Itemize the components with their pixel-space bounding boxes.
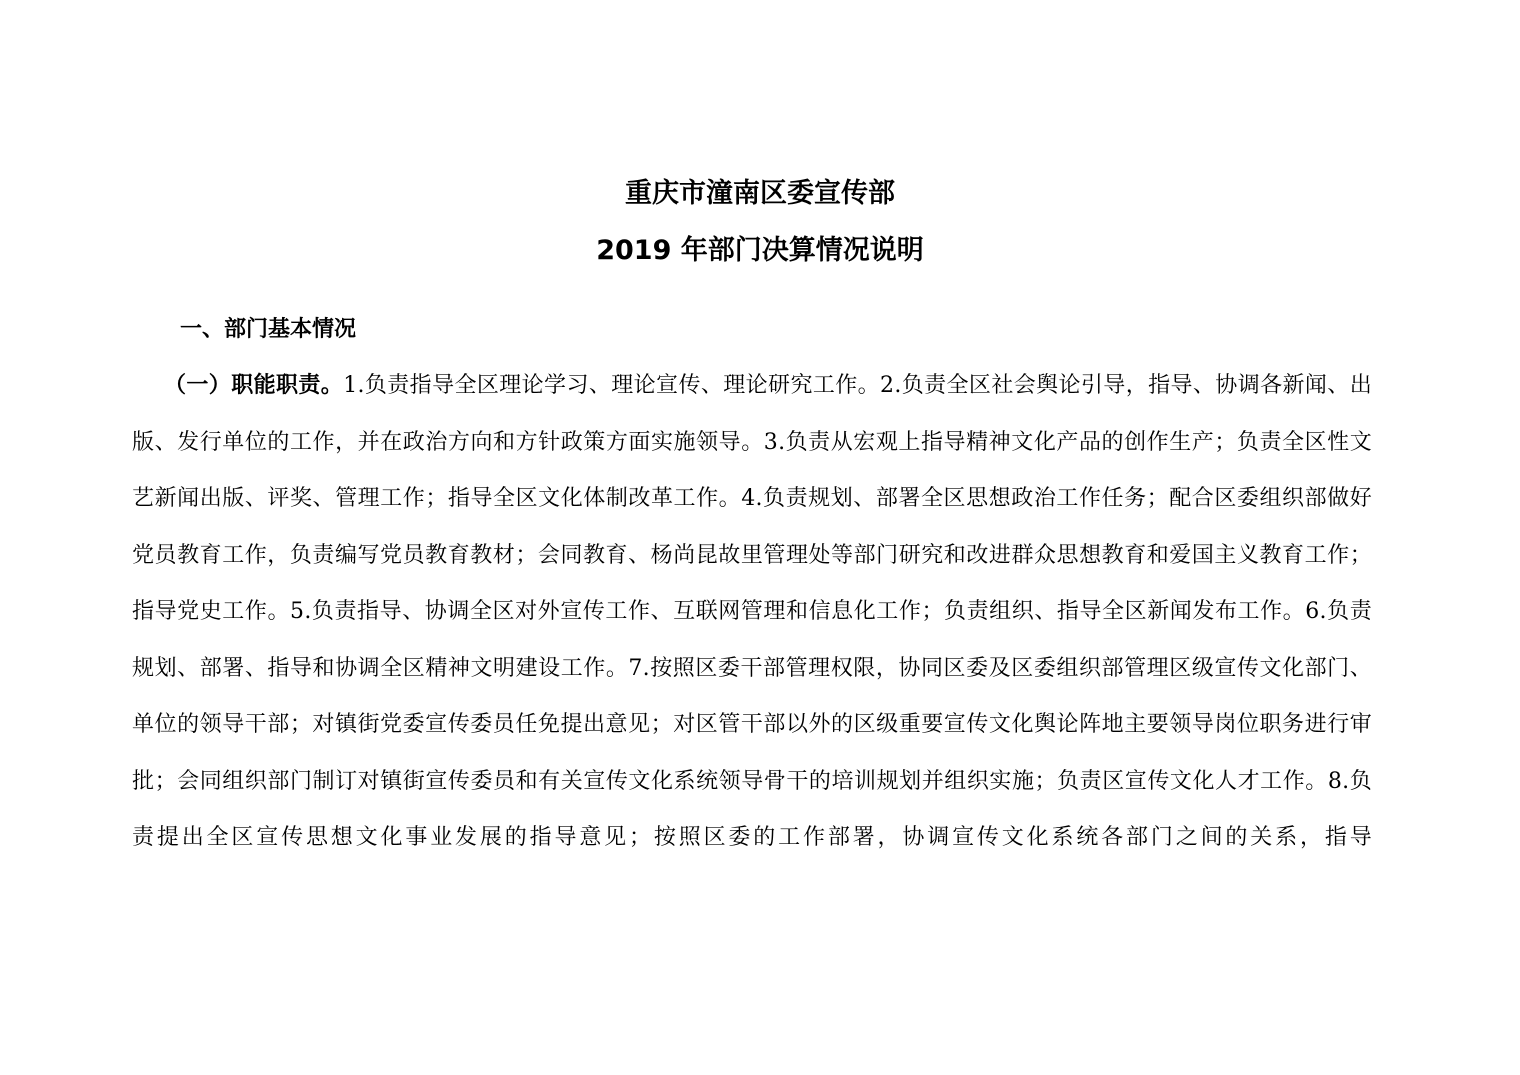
paragraph-duties [132, 357, 1372, 867]
document-title: 重庆市潼南区委宣传部 [625, 178, 895, 209]
section-heading-basic-info: 一、部门基本情况 [180, 316, 357, 342]
document-subtitle: 2019 年部门决算情况说明 [596, 235, 924, 266]
paragraph-body: 1.负责指导全区理论学习、理论宣传、理论研究工作。2.负责全区社会舆论引导，指导、协调各新闻、出版、发行单位的工作，并在政治方向和方针政策方面实施领导。3.负责从宏观上指导精神文化产品的创作生产；负责全区性文艺新闻出版、评奖、管理工作；指导全区文化体制改革工作。4.负责规划、部署全区思想政治工作任务；配合区委组织部做好党员教育工作，负责编写党员教育教材；会同教育、杨尚昆故里管理处等部门研究和改进群众思想教育和爱国主义教育工作；指导党史工作。5.负责指导、协调全区对外宣传工作、互联网管理和信息化工作；负责组织、指导全区新闻发布工作。6.负责规划、部署、指导和协调全区精神文明建设工作。7.按照区委干部管理权限，协同区委及区委组织部管理区级宣传文化部门、单位的领导干部；对镇街党委宣传委员任免提出意见；对区管干部以外的区级重要宣传文化舆论阵地主要领导岗位职务进行审批；会同组织部门制订对镇街宣传委员和有关宣传文化系统领导骨干的培训规划并组织实施；负责区宣传文化人才工作。8.负责提出全区宣传思想文化事业发展的指导意见；按照区委的工作部署，协调宣传文化系统各部门之间的关系，指导 [132, 373, 1372, 850]
paragraph-lead: （一）职能职责。 [164, 372, 344, 398]
